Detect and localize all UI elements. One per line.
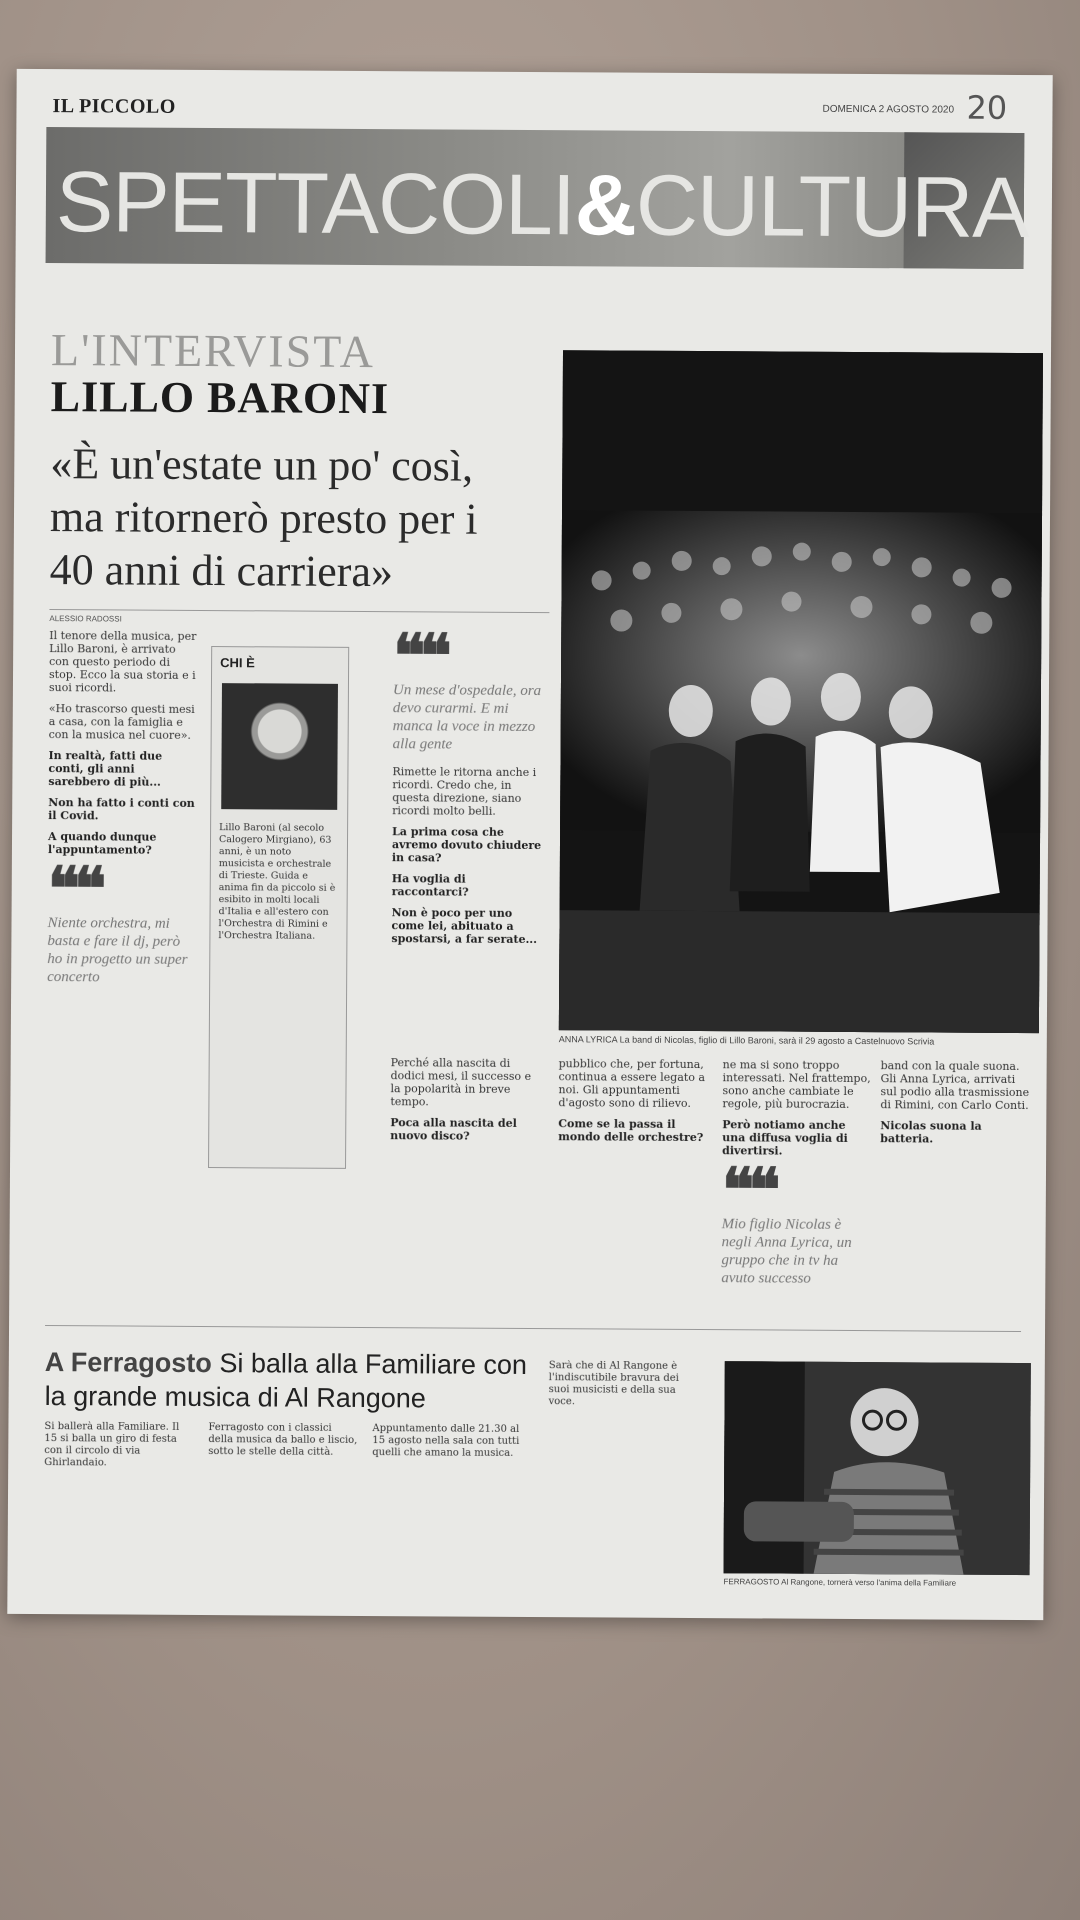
masthead-date: DOMENICA 2 AGOSTO 2020	[822, 103, 955, 116]
question: Poca alla nascita del nuovo disco?	[390, 1116, 517, 1143]
bottom-column-3: Appuntamento dalle 21.30 al 15 agosto nella sala con tutti quelli che amano la musica.	[372, 1423, 520, 1459]
quote-mark-icon: ❝❝	[721, 1157, 775, 1224]
article-column-7	[879, 1059, 1030, 1260]
paragraph: «Ho trascorso questi mesi a casa, con la famiglia e con la musica nel cuore».	[48, 702, 195, 742]
article-kicker: L'INTERVISTA	[50, 324, 376, 378]
quote-mark-icon: ❝❝	[392, 623, 446, 690]
question: In realtà, fatti due conti, gli anni sarebbero di più...	[48, 749, 163, 789]
section-title-left: SPETTACOLI	[55, 154, 576, 254]
section-divider	[45, 1325, 1021, 1332]
concert-photo	[559, 350, 1043, 1033]
section-title-right: CULTURA	[635, 157, 1029, 257]
article-column-4	[389, 1056, 540, 1257]
bottom-headline-text: Si balla alla Familiare con la grande musica di Al Rangone	[44, 1348, 528, 1414]
article-headline: «È un'estate un po' così, ma ritornerò presto per i 40 anni di carriera»	[49, 439, 478, 597]
bottom-column-1: Si ballerà alla Familiare. Il 15 si balla un giro di festa con il circolo di via Ghirlandaio.	[44, 1421, 180, 1469]
pull-quote: Niente orchestra, mi basta e fare il dj, però ho in progetto un super concerto	[47, 915, 188, 986]
article-column-1	[46, 629, 198, 1245]
question: La prima cosa che avremo dovuto chiudere in casa?	[391, 825, 542, 865]
paragraph: band con la quale suona. Gli Anna Lyrica, arrivati sul podio alla trasmissione di Rimini, con Carlo Conti.	[880, 1059, 1030, 1113]
bottom-headline	[45, 1345, 545, 1416]
section-banner	[46, 127, 1029, 269]
bio-box	[208, 646, 349, 1169]
bio-box-title: CHI È	[220, 655, 255, 671]
question: Come se la passa il mondo delle orchestre?	[558, 1117, 704, 1145]
question: Però notiamo anche una diffusa voglia di divertirsi.	[722, 1118, 848, 1158]
question: Non è poco per uno come lei, abituato a spostarsi, a far serate...	[391, 906, 538, 947]
masthead-name: IL PICCOLO	[52, 95, 176, 118]
pull-quote: Un mese d'ospedale, ora devo curarmi. E mi manca la voce in mezzo alla gente	[392, 682, 542, 753]
pull-quote: Mio figlio Nicolas è negli Anna Lyrica, un gruppo che in tv ha avuto successo	[721, 1216, 852, 1287]
byline: ALESSIO RADOSSI	[49, 609, 549, 626]
quote-mark-icon: ❝❝	[47, 856, 101, 923]
question: Non ha fatto i conti con il Covid.	[48, 796, 195, 823]
article-column-6	[721, 1058, 872, 1287]
question: Nicolas suona la batteria.	[880, 1119, 982, 1146]
musician-photo-image	[724, 1361, 1031, 1575]
section-title	[56, 153, 1029, 258]
paragraph: Il tenore della musica, per Lillo Baroni, è arrivato con questo periodo di stop. Ecco la sua storia e i suoi ricordi.	[48, 629, 197, 695]
question: Ha voglia di raccontarci?	[391, 872, 469, 899]
page-number: 20	[966, 88, 1008, 127]
bottom-photo-caption: FERRAGOSTO Al Rangone, tornerà verso l'anima della Familiare	[723, 1577, 957, 1588]
photo-caption: ANNA LYRICA La band di Nicolas, figlio di Lillo Baroni, sarà il 29 agosto a Castelnuovo Scrivia	[558, 1034, 935, 1047]
section-title-amp: &	[574, 157, 637, 254]
newspaper-page	[7, 69, 1052, 1620]
paragraph: Rimette le ritorna anche i ricordi. Credo che, in questa direzione, siano ricordi molto belli.	[392, 765, 537, 818]
article-subject: LILLO BARONI	[50, 372, 390, 424]
bottom-kicker: A Ferragosto	[44, 1347, 212, 1379]
article-column-5	[557, 1057, 708, 1258]
musician-photo	[724, 1361, 1031, 1575]
question: A quando dunque l'appuntamento?	[47, 830, 157, 857]
paragraph: pubblico che, per fortuna, continua a essere legato a noi. Gli appuntamenti d'agosto sono di rilievo.	[558, 1057, 706, 1110]
paragraph: ne ma si sono troppo interessati. Nel frattempo, sono anche cambiate le regole, più burocrazia.	[722, 1058, 871, 1111]
concert-photo-image	[559, 350, 1043, 1033]
bio-box-text: Lillo Baroni (al secolo Calogero Mirgiano), 63 anni, è un noto musicista e orchestrale di Trieste. Guida e anima fin da piccolo si è esibito in molti locali d'Italia e all'estero con l'Orchestra di Rimini e l'Orchestra Italiana.	[218, 822, 336, 942]
paragraph: Perché alla nascita di dodici mesi, il successo e la popolarità in breve tempo.	[390, 1056, 532, 1109]
bottom-column-2: Ferragosto con i classici della musica da ballo e liscio, sotto le stelle della città.	[208, 1422, 358, 1458]
bottom-column-4: Sarà che di Al Rangone è l'indiscutibile bravura dei suoi musicisti e della sua voce.	[548, 1360, 679, 1408]
portrait-photo	[221, 683, 338, 810]
